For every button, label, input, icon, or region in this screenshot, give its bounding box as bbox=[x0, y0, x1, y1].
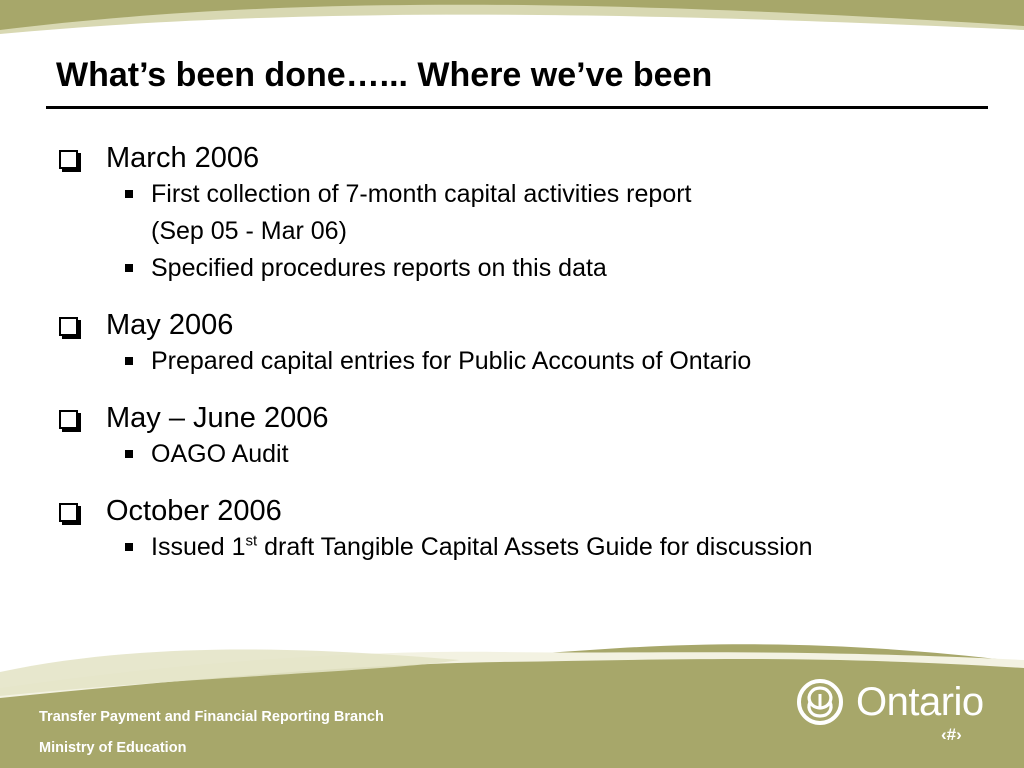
box-bullet-icon bbox=[59, 317, 78, 336]
section-heading-text: May – June 2006 bbox=[106, 402, 329, 434]
square-bullet-icon bbox=[125, 357, 133, 365]
list-item bbox=[56, 436, 1006, 473]
slide-content bbox=[56, 140, 1006, 586]
trillium-icon bbox=[796, 678, 844, 726]
list-item-text: Specified procedures reports on this data bbox=[151, 254, 607, 282]
list-item-text: (Sep 05 - Mar 06) bbox=[151, 217, 347, 245]
list-item-continuation bbox=[56, 213, 1006, 250]
footer-branch: Transfer Payment and Financial Reporting Branch bbox=[39, 709, 384, 725]
section-heading-text: October 2006 bbox=[106, 495, 282, 527]
box-bullet-icon bbox=[59, 410, 78, 429]
list-item-text: Prepared capital entries for Public Accounts of Ontario bbox=[151, 347, 752, 375]
box-bullet-icon bbox=[59, 150, 78, 169]
logo-wordmark: Ontario bbox=[856, 680, 984, 724]
section-may-2006 bbox=[56, 307, 1006, 380]
section-heading bbox=[56, 493, 1006, 529]
square-bullet-icon bbox=[125, 264, 133, 272]
list-item bbox=[56, 529, 1006, 566]
box-bullet-icon bbox=[59, 503, 78, 522]
square-bullet-icon bbox=[125, 190, 133, 198]
section-october-2006 bbox=[56, 493, 1006, 566]
list-item-text-before: Issued 1 bbox=[151, 533, 246, 561]
list-item-text: OAGO Audit bbox=[151, 440, 289, 468]
list-item bbox=[56, 343, 1006, 380]
ontario-logo bbox=[796, 676, 986, 728]
slide-title: What’s been done…... Where we’ve been bbox=[56, 56, 713, 94]
title-underline bbox=[46, 106, 988, 109]
footer-ministry: Ministry of Education bbox=[39, 740, 187, 756]
section-heading bbox=[56, 307, 1006, 343]
section-may-june-2006 bbox=[56, 400, 1006, 473]
section-march-2006 bbox=[56, 140, 1006, 287]
section-heading-text: May 2006 bbox=[106, 309, 234, 341]
list-item bbox=[56, 176, 1006, 213]
section-heading-text: March 2006 bbox=[106, 142, 260, 174]
square-bullet-icon bbox=[125, 543, 133, 551]
section-heading bbox=[56, 400, 1006, 436]
list-item-text: First collection of 7-month capital activities report bbox=[151, 180, 692, 208]
page-number: ‹#› bbox=[941, 725, 962, 744]
square-bullet-icon bbox=[125, 450, 133, 458]
list-item-text-after: draft Tangible Capital Assets Guide for discussion bbox=[257, 533, 813, 561]
list-item bbox=[56, 250, 1006, 287]
section-heading bbox=[56, 140, 1006, 176]
ordinal-suffix: st bbox=[245, 532, 258, 550]
